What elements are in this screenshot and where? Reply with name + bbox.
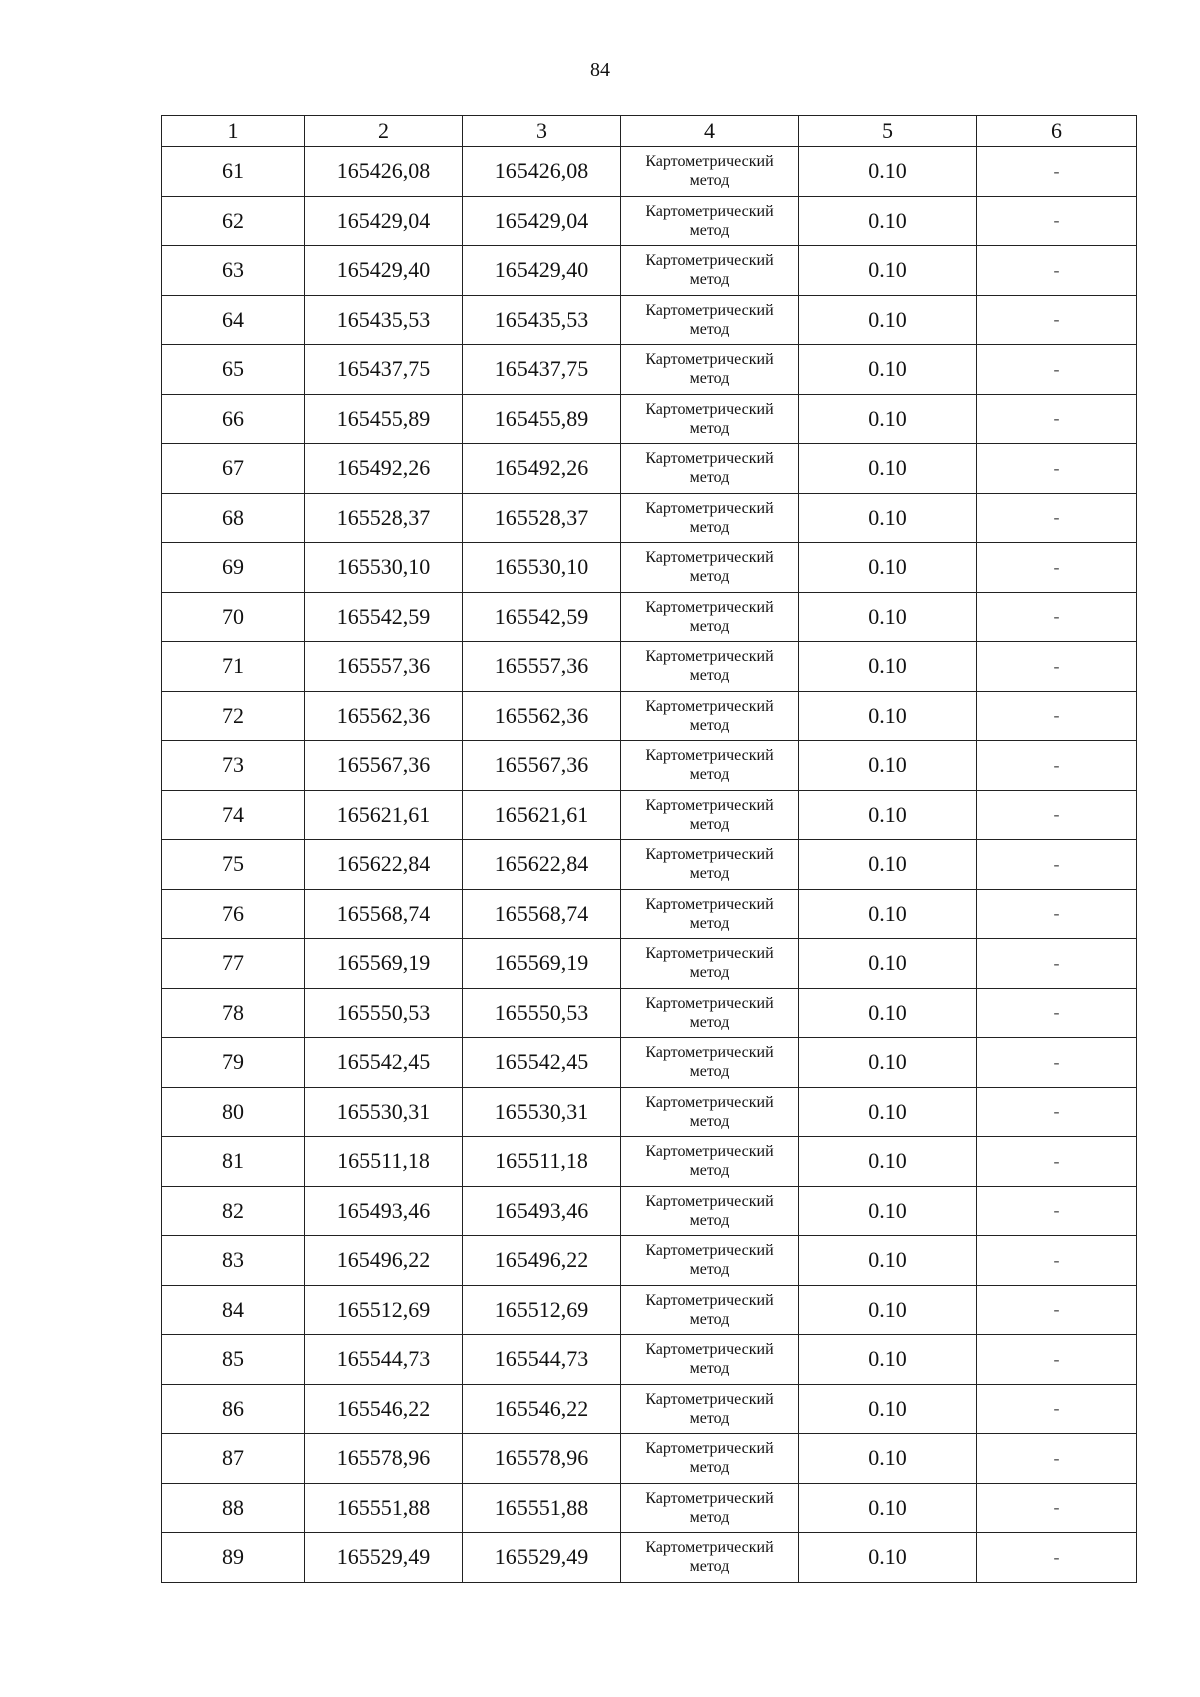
- x-coordinate-cell: 165546,22: [305, 1384, 463, 1434]
- table-row: [162, 790, 1137, 840]
- accuracy-cell: 0.10: [799, 889, 977, 939]
- table-body: [162, 147, 1137, 1583]
- x-coordinate-cell: 165542,59: [305, 592, 463, 642]
- description-cell: -: [977, 196, 1137, 246]
- method-cell: Картометрический метод: [621, 1285, 799, 1335]
- x-coordinate-cell: 165437,75: [305, 345, 463, 395]
- x-coordinate-cell: 165557,36: [305, 642, 463, 692]
- method-cell: Картометрический метод: [621, 691, 799, 741]
- y-coordinate-cell: 165511,18: [463, 1137, 621, 1187]
- accuracy-cell: 0.10: [799, 1236, 977, 1286]
- method-cell: Картометрический метод: [621, 1236, 799, 1286]
- method-cell: Картометрический метод: [621, 1038, 799, 1088]
- accuracy-cell: 0.10: [799, 840, 977, 890]
- description-cell: -: [977, 1384, 1137, 1434]
- accuracy-cell: 0.10: [799, 741, 977, 791]
- x-coordinate-cell: 165512,69: [305, 1285, 463, 1335]
- y-coordinate-cell: 165437,75: [463, 345, 621, 395]
- table-row: [162, 988, 1137, 1038]
- x-coordinate-cell: 165550,53: [305, 988, 463, 1038]
- point-number-cell: 83: [162, 1236, 305, 1286]
- point-number-cell: 82: [162, 1186, 305, 1236]
- column-header: 1: [162, 116, 305, 147]
- x-coordinate-cell: 165435,53: [305, 295, 463, 345]
- accuracy-cell: 0.10: [799, 444, 977, 494]
- table-row: [162, 741, 1137, 791]
- description-cell: -: [977, 246, 1137, 296]
- description-cell: -: [977, 939, 1137, 989]
- table-header-row: [162, 116, 1137, 147]
- y-coordinate-cell: 165455,89: [463, 394, 621, 444]
- description-cell: -: [977, 741, 1137, 791]
- y-coordinate-cell: 165562,36: [463, 691, 621, 741]
- description-cell: -: [977, 642, 1137, 692]
- y-coordinate-cell: 165529,49: [463, 1533, 621, 1583]
- accuracy-cell: 0.10: [799, 1533, 977, 1583]
- accuracy-cell: 0.10: [799, 642, 977, 692]
- accuracy-cell: 0.10: [799, 790, 977, 840]
- method-cell: Картометрический метод: [621, 196, 799, 246]
- method-cell: Картометрический метод: [621, 394, 799, 444]
- description-cell: -: [977, 1087, 1137, 1137]
- y-coordinate-cell: 165512,69: [463, 1285, 621, 1335]
- x-coordinate-cell: 165493,46: [305, 1186, 463, 1236]
- x-coordinate-cell: 165551,88: [305, 1483, 463, 1533]
- point-number-cell: 69: [162, 543, 305, 593]
- point-number-cell: 84: [162, 1285, 305, 1335]
- table-row: [162, 592, 1137, 642]
- table-row: [162, 147, 1137, 197]
- y-coordinate-cell: 165546,22: [463, 1384, 621, 1434]
- method-cell: Картометрический метод: [621, 1384, 799, 1434]
- method-cell: Картометрический метод: [621, 1533, 799, 1583]
- description-cell: -: [977, 1533, 1137, 1583]
- point-number-cell: 85: [162, 1335, 305, 1385]
- point-number-cell: 81: [162, 1137, 305, 1187]
- method-cell: Картометрический метод: [621, 444, 799, 494]
- description-cell: -: [977, 1038, 1137, 1088]
- description-cell: -: [977, 1483, 1137, 1533]
- table-row: [162, 840, 1137, 890]
- method-cell: Картометрический метод: [621, 889, 799, 939]
- accuracy-cell: 0.10: [799, 543, 977, 593]
- table-row: [162, 1533, 1137, 1583]
- x-coordinate-cell: 165530,31: [305, 1087, 463, 1137]
- accuracy-cell: 0.10: [799, 493, 977, 543]
- point-number-cell: 73: [162, 741, 305, 791]
- point-number-cell: 68: [162, 493, 305, 543]
- x-coordinate-cell: 165455,89: [305, 394, 463, 444]
- point-number-cell: 70: [162, 592, 305, 642]
- description-cell: -: [977, 444, 1137, 494]
- x-coordinate-cell: 165426,08: [305, 147, 463, 197]
- description-cell: -: [977, 1137, 1137, 1187]
- method-cell: Картометрический метод: [621, 543, 799, 593]
- description-cell: -: [977, 1434, 1137, 1484]
- table-row: [162, 196, 1137, 246]
- point-number-cell: 71: [162, 642, 305, 692]
- x-coordinate-cell: 165529,49: [305, 1533, 463, 1583]
- accuracy-cell: 0.10: [799, 1434, 977, 1484]
- table-row: [162, 1038, 1137, 1088]
- y-coordinate-cell: 165429,04: [463, 196, 621, 246]
- y-coordinate-cell: 165492,26: [463, 444, 621, 494]
- accuracy-cell: 0.10: [799, 1384, 977, 1434]
- table-row: [162, 543, 1137, 593]
- accuracy-cell: 0.10: [799, 196, 977, 246]
- accuracy-cell: 0.10: [799, 1038, 977, 1088]
- table-row: [162, 295, 1137, 345]
- method-cell: Картометрический метод: [621, 1483, 799, 1533]
- table-row: [162, 642, 1137, 692]
- y-coordinate-cell: 165621,61: [463, 790, 621, 840]
- y-coordinate-cell: 165429,40: [463, 246, 621, 296]
- accuracy-cell: 0.10: [799, 1483, 977, 1533]
- point-number-cell: 86: [162, 1384, 305, 1434]
- y-coordinate-cell: 165551,88: [463, 1483, 621, 1533]
- x-coordinate-cell: 165542,45: [305, 1038, 463, 1088]
- x-coordinate-cell: 165496,22: [305, 1236, 463, 1286]
- description-cell: -: [977, 790, 1137, 840]
- accuracy-cell: 0.10: [799, 1087, 977, 1137]
- x-coordinate-cell: 165569,19: [305, 939, 463, 989]
- table-row: [162, 691, 1137, 741]
- description-cell: -: [977, 295, 1137, 345]
- x-coordinate-cell: 165568,74: [305, 889, 463, 939]
- x-coordinate-cell: 165530,10: [305, 543, 463, 593]
- method-cell: Картометрический метод: [621, 1434, 799, 1484]
- method-cell: Картометрический метод: [621, 147, 799, 197]
- column-header: 5: [799, 116, 977, 147]
- method-cell: Картометрический метод: [621, 295, 799, 345]
- y-coordinate-cell: 165542,59: [463, 592, 621, 642]
- column-header: 3: [463, 116, 621, 147]
- method-cell: Картометрический метод: [621, 939, 799, 989]
- point-number-cell: 62: [162, 196, 305, 246]
- accuracy-cell: 0.10: [799, 939, 977, 989]
- y-coordinate-cell: 165530,10: [463, 543, 621, 593]
- point-number-cell: 78: [162, 988, 305, 1038]
- x-coordinate-cell: 165567,36: [305, 741, 463, 791]
- method-cell: Картометрический метод: [621, 1335, 799, 1385]
- point-number-cell: 61: [162, 147, 305, 197]
- y-coordinate-cell: 165542,45: [463, 1038, 621, 1088]
- point-number-cell: 66: [162, 394, 305, 444]
- description-cell: -: [977, 147, 1137, 197]
- y-coordinate-cell: 165496,22: [463, 1236, 621, 1286]
- x-coordinate-cell: 165578,96: [305, 1434, 463, 1484]
- y-coordinate-cell: 165568,74: [463, 889, 621, 939]
- accuracy-cell: 0.10: [799, 1186, 977, 1236]
- table-row: [162, 1384, 1137, 1434]
- coordinates-table: [161, 115, 1137, 1583]
- description-cell: -: [977, 889, 1137, 939]
- description-cell: -: [977, 493, 1137, 543]
- y-coordinate-cell: 165569,19: [463, 939, 621, 989]
- accuracy-cell: 0.10: [799, 394, 977, 444]
- description-cell: -: [977, 394, 1137, 444]
- method-cell: Картометрический метод: [621, 741, 799, 791]
- accuracy-cell: 0.10: [799, 295, 977, 345]
- table-row: [162, 246, 1137, 296]
- table-row: [162, 1335, 1137, 1385]
- table-row: [162, 1434, 1137, 1484]
- point-number-cell: 87: [162, 1434, 305, 1484]
- x-coordinate-cell: 165511,18: [305, 1137, 463, 1187]
- description-cell: -: [977, 988, 1137, 1038]
- method-cell: Картометрический метод: [621, 840, 799, 890]
- table-row: [162, 889, 1137, 939]
- y-coordinate-cell: 165435,53: [463, 295, 621, 345]
- point-number-cell: 76: [162, 889, 305, 939]
- x-coordinate-cell: 165429,04: [305, 196, 463, 246]
- table-row: [162, 939, 1137, 989]
- table-row: [162, 394, 1137, 444]
- point-number-cell: 88: [162, 1483, 305, 1533]
- accuracy-cell: 0.10: [799, 1285, 977, 1335]
- x-coordinate-cell: 165492,26: [305, 444, 463, 494]
- x-coordinate-cell: 165429,40: [305, 246, 463, 296]
- x-coordinate-cell: 165562,36: [305, 691, 463, 741]
- point-number-cell: 65: [162, 345, 305, 395]
- column-header: 6: [977, 116, 1137, 147]
- y-coordinate-cell: 165557,36: [463, 642, 621, 692]
- method-cell: Картометрический метод: [621, 988, 799, 1038]
- table-row: [162, 1483, 1137, 1533]
- method-cell: Картометрический метод: [621, 1087, 799, 1137]
- table-row: [162, 493, 1137, 543]
- description-cell: -: [977, 1236, 1137, 1286]
- accuracy-cell: 0.10: [799, 1137, 977, 1187]
- point-number-cell: 74: [162, 790, 305, 840]
- method-cell: Картометрический метод: [621, 246, 799, 296]
- accuracy-cell: 0.10: [799, 246, 977, 296]
- accuracy-cell: 0.10: [799, 147, 977, 197]
- point-number-cell: 67: [162, 444, 305, 494]
- table-row: [162, 1236, 1137, 1286]
- point-number-cell: 72: [162, 691, 305, 741]
- y-coordinate-cell: 165550,53: [463, 988, 621, 1038]
- method-cell: Картометрический метод: [621, 493, 799, 543]
- description-cell: -: [977, 691, 1137, 741]
- point-number-cell: 89: [162, 1533, 305, 1583]
- description-cell: -: [977, 1335, 1137, 1385]
- column-header: 4: [621, 116, 799, 147]
- method-cell: Картометрический метод: [621, 592, 799, 642]
- description-cell: -: [977, 1186, 1137, 1236]
- method-cell: Картометрический метод: [621, 345, 799, 395]
- y-coordinate-cell: 165528,37: [463, 493, 621, 543]
- y-coordinate-cell: 165578,96: [463, 1434, 621, 1484]
- accuracy-cell: 0.10: [799, 988, 977, 1038]
- method-cell: Картометрический метод: [621, 790, 799, 840]
- point-number-cell: 63: [162, 246, 305, 296]
- x-coordinate-cell: 165528,37: [305, 493, 463, 543]
- description-cell: -: [977, 1285, 1137, 1335]
- method-cell: Картометрический метод: [621, 1186, 799, 1236]
- description-cell: -: [977, 592, 1137, 642]
- y-coordinate-cell: 165622,84: [463, 840, 621, 890]
- table-row: [162, 1285, 1137, 1335]
- method-cell: Картометрический метод: [621, 642, 799, 692]
- point-number-cell: 80: [162, 1087, 305, 1137]
- x-coordinate-cell: 165622,84: [305, 840, 463, 890]
- table-row: [162, 1137, 1137, 1187]
- table-row: [162, 1087, 1137, 1137]
- description-cell: -: [977, 345, 1137, 395]
- y-coordinate-cell: 165544,73: [463, 1335, 621, 1385]
- method-cell: Картометрический метод: [621, 1137, 799, 1187]
- column-header: 2: [305, 116, 463, 147]
- point-number-cell: 75: [162, 840, 305, 890]
- accuracy-cell: 0.10: [799, 1335, 977, 1385]
- table-row: [162, 444, 1137, 494]
- accuracy-cell: 0.10: [799, 592, 977, 642]
- point-number-cell: 64: [162, 295, 305, 345]
- description-cell: -: [977, 840, 1137, 890]
- y-coordinate-cell: 165530,31: [463, 1087, 621, 1137]
- x-coordinate-cell: 165544,73: [305, 1335, 463, 1385]
- table-row: [162, 1186, 1137, 1236]
- x-coordinate-cell: 165621,61: [305, 790, 463, 840]
- point-number-cell: 79: [162, 1038, 305, 1088]
- y-coordinate-cell: 165426,08: [463, 147, 621, 197]
- page-number: 84: [590, 59, 610, 81]
- accuracy-cell: 0.10: [799, 345, 977, 395]
- accuracy-cell: 0.10: [799, 691, 977, 741]
- description-cell: -: [977, 543, 1137, 593]
- point-number-cell: 77: [162, 939, 305, 989]
- table-row: [162, 345, 1137, 395]
- y-coordinate-cell: 165567,36: [463, 741, 621, 791]
- y-coordinate-cell: 165493,46: [463, 1186, 621, 1236]
